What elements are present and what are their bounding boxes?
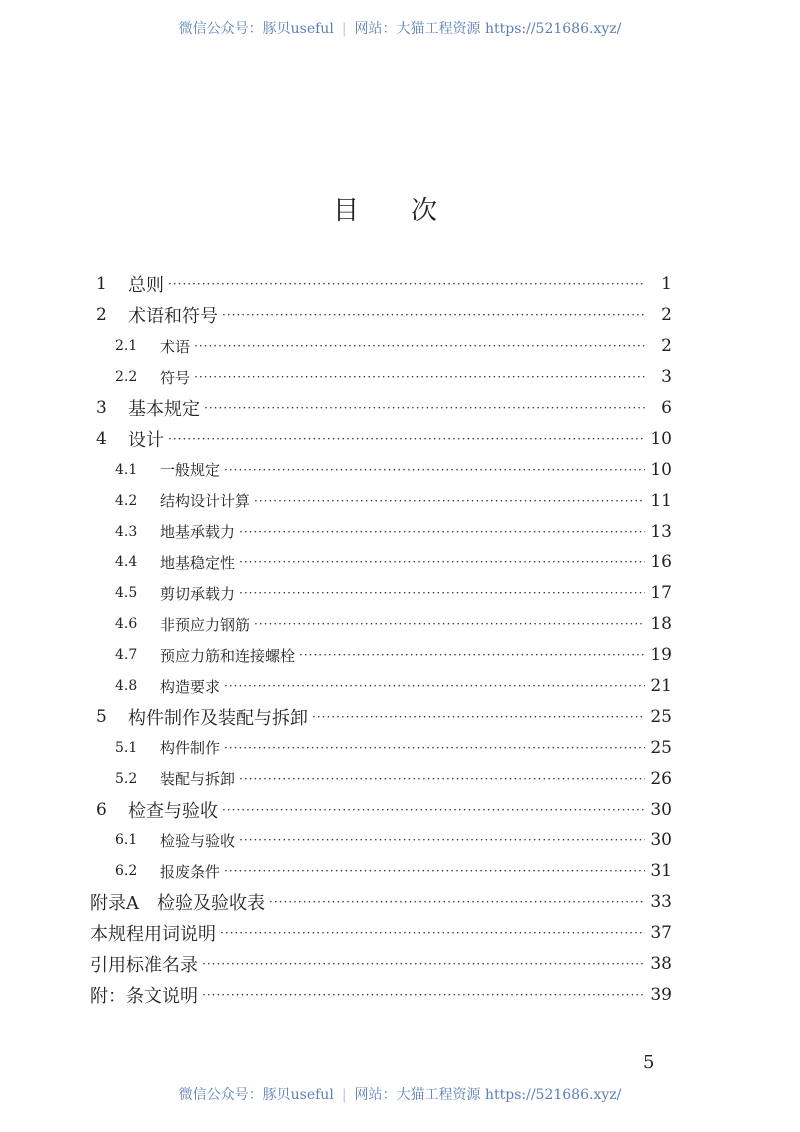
toc-entry-number: 1 bbox=[96, 274, 107, 295]
toc-entry[interactable] bbox=[0, 671, 800, 702]
toc-entry-title: 检查与验收 bbox=[128, 797, 222, 823]
toc-entry[interactable] bbox=[0, 547, 800, 578]
toc-entry-number: 5.2 bbox=[115, 770, 138, 787]
toc-entry-page: 19 bbox=[650, 645, 672, 666]
toc-entry-title: 地基稳定性 bbox=[160, 552, 239, 573]
toc-entry-page: 38 bbox=[650, 954, 672, 975]
watermark-right: 网站：大猫工程资源 https://521686.xyz/ bbox=[354, 1087, 622, 1103]
toc-entry-page: 1 bbox=[661, 274, 672, 295]
toc-entry-title: 基本规定 bbox=[128, 395, 204, 421]
table-of-contents bbox=[0, 269, 800, 1010]
toc-entry-title: 附录A 检验及验收表 bbox=[90, 889, 269, 915]
leader-dots bbox=[239, 772, 645, 786]
toc-entry-title: 报废条件 bbox=[160, 861, 224, 882]
leader-dots bbox=[202, 957, 645, 971]
toc-entry[interactable] bbox=[0, 794, 800, 825]
toc-entry-page: 18 bbox=[650, 614, 672, 635]
toc-entry-page: 30 bbox=[650, 830, 672, 851]
toc-entry-page: 11 bbox=[650, 490, 672, 511]
toc-entry[interactable] bbox=[0, 454, 800, 485]
toc-entry[interactable] bbox=[0, 763, 800, 794]
toc-entry[interactable] bbox=[0, 856, 800, 887]
toc-entry-title: 总则 bbox=[128, 271, 168, 297]
leader-dots bbox=[224, 679, 645, 693]
toc-entry-page: 21 bbox=[650, 676, 672, 697]
toc-entry-page: 10 bbox=[650, 459, 672, 480]
toc-entry[interactable] bbox=[0, 732, 800, 763]
page-title: 目次 bbox=[332, 196, 489, 226]
toc-entry-title: 一般规定 bbox=[160, 459, 224, 480]
toc-entry-title: 预应力筋和连接螺栓 bbox=[160, 645, 299, 666]
toc-entry-title: 检验与验收 bbox=[160, 830, 239, 851]
toc-entry-page: 25 bbox=[650, 737, 672, 758]
toc-entry[interactable] bbox=[0, 423, 800, 454]
toc-entry-title: 术语 bbox=[160, 336, 194, 357]
toc-entry[interactable] bbox=[0, 701, 800, 732]
toc-entry-title: 构件制作 bbox=[160, 737, 224, 758]
toc-entry[interactable] bbox=[0, 979, 800, 1010]
toc-entry[interactable] bbox=[0, 578, 800, 609]
leader-dots bbox=[224, 864, 645, 878]
toc-entry-title: 地基承载力 bbox=[160, 521, 239, 542]
toc-entry[interactable] bbox=[0, 331, 800, 362]
toc-entry-title: 装配与拆卸 bbox=[160, 768, 239, 789]
leader-dots bbox=[202, 988, 645, 1002]
leader-dots bbox=[194, 370, 645, 384]
watermark-separator: | bbox=[341, 1087, 347, 1103]
watermark-separator: | bbox=[341, 21, 347, 37]
toc-entry-number: 2 bbox=[96, 305, 107, 326]
leader-dots bbox=[254, 617, 645, 631]
toc-entry-title: 构件制作及装配与拆卸 bbox=[128, 704, 312, 730]
toc-entry-page: 2 bbox=[661, 305, 672, 326]
toc-entry-number: 3 bbox=[96, 398, 107, 418]
toc-entry-number: 5 bbox=[96, 706, 107, 727]
toc-entry-title: 结构设计计算 bbox=[160, 490, 254, 511]
toc-entry-page: 6 bbox=[661, 398, 672, 418]
toc-entry-title: 构造要求 bbox=[160, 676, 224, 697]
toc-entry-page: 31 bbox=[650, 861, 672, 882]
toc-entry-page: 13 bbox=[650, 521, 672, 542]
toc-entry[interactable] bbox=[0, 609, 800, 640]
toc-entry-number: 4.2 bbox=[115, 492, 138, 509]
toc-entry-number: 6.2 bbox=[115, 863, 138, 880]
watermark-left: 微信公众号：豚贝useful bbox=[178, 1087, 334, 1103]
toc-entry-number: 4.3 bbox=[115, 523, 138, 540]
watermark-left: 微信公众号：豚贝useful bbox=[178, 21, 334, 37]
watermark-top bbox=[0, 18, 800, 38]
leader-dots bbox=[239, 586, 645, 600]
toc-entry[interactable] bbox=[0, 393, 800, 424]
watermark-right: 网站：大猫工程资源 https://521686.xyz/ bbox=[354, 21, 622, 37]
toc-entry-title: 引用标准名录 bbox=[90, 951, 202, 977]
toc-entry-page: 30 bbox=[650, 799, 672, 820]
watermark-bottom bbox=[0, 1084, 800, 1104]
toc-entry-page: 3 bbox=[661, 367, 672, 388]
leader-dots bbox=[269, 895, 645, 909]
leader-dots bbox=[224, 463, 645, 477]
leader-dots bbox=[239, 555, 645, 569]
toc-entry-page: 2 bbox=[661, 336, 672, 357]
toc-entry-number: 4.1 bbox=[115, 461, 138, 478]
toc-entry-page: 10 bbox=[650, 428, 672, 449]
leader-dots bbox=[204, 401, 645, 415]
toc-entry[interactable] bbox=[0, 949, 800, 980]
page-number: 5 bbox=[643, 1052, 655, 1073]
leader-dots bbox=[168, 277, 645, 291]
leader-dots bbox=[222, 803, 645, 817]
leader-dots bbox=[239, 525, 645, 539]
toc-entry-page: 17 bbox=[650, 583, 672, 604]
toc-entry[interactable] bbox=[0, 640, 800, 671]
toc-entry-title: 符号 bbox=[160, 367, 194, 388]
toc-entry-number: 4.7 bbox=[115, 647, 138, 664]
toc-entry-title: 附：条文说明 bbox=[90, 982, 202, 1008]
toc-entry[interactable] bbox=[0, 362, 800, 393]
leader-dots bbox=[194, 339, 645, 353]
leader-dots bbox=[222, 308, 645, 322]
toc-entry[interactable] bbox=[0, 918, 800, 949]
toc-entry-page: 39 bbox=[650, 984, 672, 1005]
toc-entry-number: 2.2 bbox=[115, 369, 138, 386]
toc-entry-title: 剪切承载力 bbox=[160, 583, 239, 604]
toc-entry[interactable] bbox=[0, 300, 800, 331]
toc-entry[interactable] bbox=[0, 887, 800, 918]
leader-dots bbox=[299, 648, 645, 662]
toc-entry-number: 6 bbox=[96, 799, 107, 820]
leader-dots bbox=[239, 833, 645, 847]
toc-entry-page: 26 bbox=[650, 768, 672, 789]
toc-entry-title: 设计 bbox=[128, 426, 168, 452]
toc-entry-number: 4.6 bbox=[115, 616, 138, 633]
leader-dots bbox=[312, 710, 645, 724]
toc-entry-title: 非预应力钢筋 bbox=[160, 614, 254, 635]
toc-entry-page: 16 bbox=[650, 552, 672, 573]
toc-entry-number: 4.8 bbox=[115, 678, 138, 695]
toc-entry[interactable] bbox=[0, 825, 800, 856]
leader-dots bbox=[168, 432, 645, 446]
toc-entry-number: 6.1 bbox=[115, 832, 138, 849]
toc-entry-number: 4.4 bbox=[115, 554, 138, 571]
toc-entry-page: 37 bbox=[650, 923, 672, 944]
toc-entry-number: 2.1 bbox=[115, 338, 138, 355]
toc-entry-title: 本规程用词说明 bbox=[90, 920, 220, 946]
toc-entry-number: 4 bbox=[96, 428, 107, 449]
leader-dots bbox=[254, 494, 645, 508]
leader-dots bbox=[220, 926, 645, 940]
toc-entry[interactable] bbox=[0, 485, 800, 516]
toc-entry-page: 25 bbox=[650, 706, 672, 727]
toc-entry-number: 5.1 bbox=[115, 739, 138, 756]
toc-entry-title: 术语和符号 bbox=[128, 302, 222, 328]
toc-entry[interactable] bbox=[0, 269, 800, 300]
toc-entry-page: 33 bbox=[650, 892, 672, 913]
toc-entry[interactable] bbox=[0, 516, 800, 547]
toc-entry-number: 4.5 bbox=[115, 585, 138, 602]
leader-dots bbox=[224, 741, 645, 755]
